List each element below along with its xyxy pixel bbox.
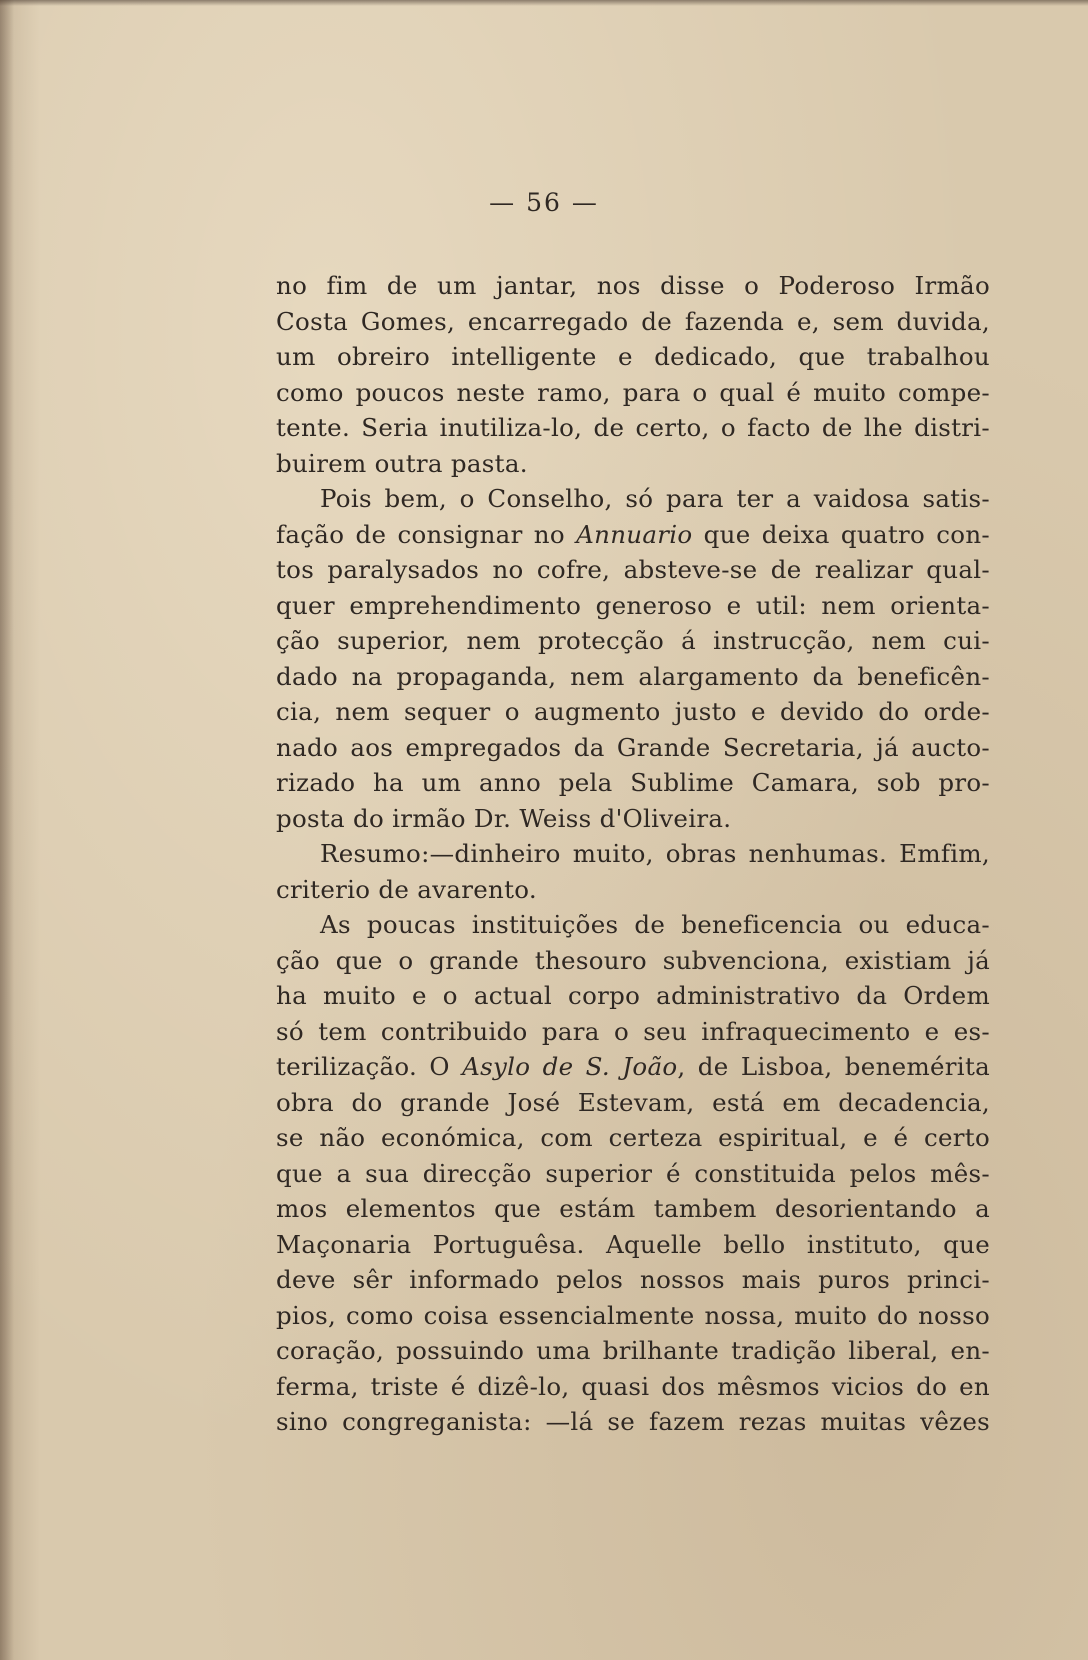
text-line: fação de consignar no Annuario que deixa quatro con-: [276, 519, 990, 549]
text-line: ferma, triste é dizê-lo, quasi dos mêsmos vicios do en: [276, 1371, 990, 1401]
page-number: — 56 —: [489, 188, 599, 217]
text-line: ção que o grande thesouro subvenciona, existiam já: [276, 945, 990, 975]
text-line: Pois bem, o Conselho, só para ter a vaidosa satis-: [320, 484, 990, 513]
body-text: [276, 268, 990, 1440]
text-line: Resumo:—dinheiro muito, obras nenhumas. Emfim,: [320, 839, 990, 868]
text-line: como poucos neste ramo, para o qual é muito compe-: [276, 377, 990, 407]
text-line: um obreiro intelligente e dedicado, que trabalhou: [276, 342, 990, 371]
text-line: ção superior, nem protecção á instrucção, nem cui-: [276, 626, 990, 655]
text-line: só tem contribuido para o seu infraquecimento e es-: [276, 1016, 990, 1046]
text-line: buirem outra pasta.: [276, 448, 528, 478]
text-line: tos paralysados no cofre, absteve-se de realizar qual-: [276, 555, 990, 584]
text-line: mos elementos que estám tambem desorientando a: [276, 1194, 990, 1223]
text-line: dado na propaganda, nem alargamento da beneficên-: [276, 661, 990, 691]
italic-title: Asylo de S. João: [462, 1052, 678, 1081]
text-line: cia, nem sequer o augmento justo e devido do orde-: [276, 697, 990, 726]
text-line: terilização. O Asylo de S. João, de Lisboa, benemérita: [276, 1052, 990, 1081]
text-line: coração, possuindo uma brilhante tradição liberal, en-: [276, 1336, 990, 1365]
text-line: sino congreganista: —lá se fazem rezas muitas vêzes: [276, 1407, 990, 1436]
text-line: quer emprehendimento generoso e util: nem orienta-: [276, 590, 990, 620]
text-line: obra do grande José Estevam, está em decadencia,: [276, 1087, 990, 1117]
text-line: se não económica, com certeza espiritual, e é certo: [276, 1123, 990, 1152]
text-line: criterio de avarento.: [276, 874, 537, 904]
text-line: Maçonaria Portuguêsa. Aquelle bello instituto, que: [276, 1229, 990, 1259]
text-line: Costa Gomes, encarregado de fazenda e, sem duvida,: [276, 306, 990, 336]
text-line: As poucas instituições de beneficencia ou educa-: [320, 910, 990, 939]
text-line: deve sêr informado pelos nossos mais puros princi-: [276, 1265, 990, 1294]
page-top-edge: [0, 0, 1088, 6]
text-line: nado aos empregados da Grande Secretaria, já aucto-: [276, 732, 990, 762]
text-line: posta do irmão Dr. Weiss d'Oliveira.: [276, 803, 732, 833]
text-line: que a sua direcção superior é constituida pelos mês-: [276, 1158, 990, 1188]
page-binding-edge: [0, 0, 14, 1660]
text-line: pios, como coisa essencialmente nossa, muito do nosso: [276, 1300, 990, 1330]
text-line: ha muito e o actual corpo administrativo da Ordem: [276, 981, 990, 1010]
text-line: no fim de um jantar, nos disse o Poderoso Irmão: [276, 271, 990, 300]
text-line: rizado ha um anno pela Sublime Camara, sob pro-: [276, 768, 990, 797]
italic-title: Annuario: [576, 519, 693, 549]
text-line: tente. Seria inutiliza-lo, de certo, o facto de lhe distri-: [276, 413, 990, 442]
